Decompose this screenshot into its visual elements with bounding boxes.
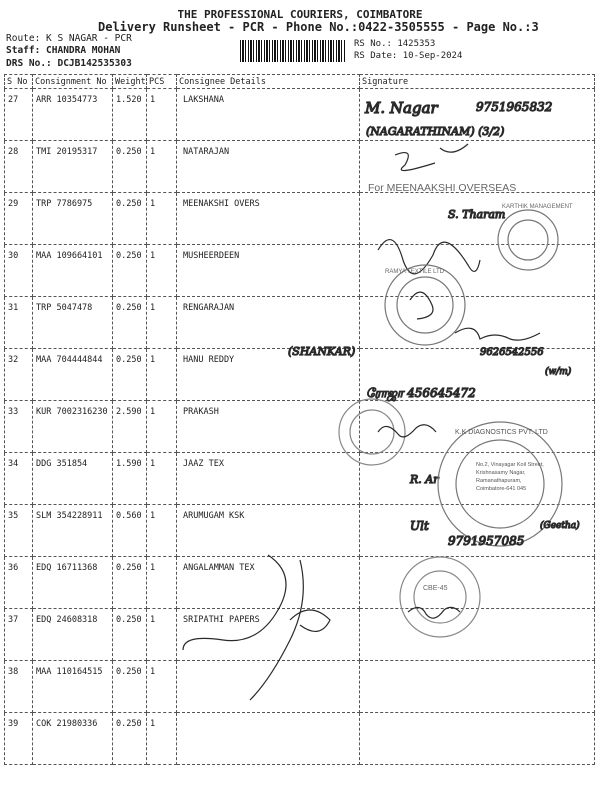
rs-date: RS Date: 10-Sep-2024 (354, 51, 463, 61)
row-consignment: TRP 5047478 (33, 297, 113, 349)
row-pcs: 1 (147, 661, 177, 713)
row-consignee: ANGALAMMAN TEX (177, 557, 360, 609)
col-weight: Weight (113, 75, 147, 89)
stamp35-addr1: No.2, Vinayagar Koil Street, (476, 462, 544, 468)
stamp35-addr3: Ramanathapuram, (476, 478, 522, 484)
row-sno: 35 (5, 505, 33, 557)
row-consignment: COK 21980336 (33, 713, 113, 765)
row-weight: 0.250 (113, 245, 147, 297)
row-pcs: 1 (147, 245, 177, 297)
row-consignment: EDQ 24608318 (33, 609, 113, 661)
row-consignment: TRP 7786975 (33, 193, 113, 245)
row-pcs: 1 (147, 401, 177, 453)
sig36-name: Ult (410, 519, 429, 533)
row-pcs: 1 (147, 297, 177, 349)
row-signature (360, 349, 595, 401)
row-signature (360, 141, 595, 193)
row-consignment: MAA 109664101 (33, 245, 113, 297)
row-consignee (177, 661, 360, 713)
row-weight: 0.250 (113, 661, 147, 713)
company-title: THE PROFESSIONAL COURIERS, COIMBATORE (177, 8, 423, 21)
row-consignee: RENGARAJAN (177, 297, 360, 349)
barcode (240, 40, 346, 62)
table-row (5, 89, 595, 141)
runsheet-table (4, 74, 595, 765)
col-sno: S No (5, 75, 33, 89)
row-sno: 36 (5, 557, 33, 609)
table-row (5, 141, 595, 193)
row-consignee: HANU REDDY (177, 349, 360, 401)
stamp38-text: CBE-45 (423, 585, 448, 592)
row-weight: 0.250 (113, 349, 147, 401)
row-consignment: MAA 110164515 (33, 661, 113, 713)
row-pcs: 1 (147, 557, 177, 609)
row-sno: 31 (5, 297, 33, 349)
sig35-name: R. Ar (410, 473, 439, 486)
row-pcs: 1 (147, 141, 177, 193)
row-consignee (177, 713, 360, 765)
sig27-name: M. Nagar (365, 99, 438, 117)
row-pcs: 1 (147, 505, 177, 557)
sig30-name: S. Tharam (448, 208, 506, 221)
table-row (5, 609, 595, 661)
route-label: Route: K S NAGAR - PCR (6, 33, 132, 44)
row-consignment: TMI 20195317 (33, 141, 113, 193)
sig36-note: (Geetha) (540, 521, 580, 531)
row-consignment: SLM 354228911 (33, 505, 113, 557)
drs-number: DRS No.: DCJB142535303 (6, 58, 132, 69)
row-weight: 0.250 (113, 557, 147, 609)
table-row (5, 557, 595, 609)
row-signature (360, 557, 595, 609)
row-weight: 0.250 (113, 609, 147, 661)
sig29-stamp: For MEENAAKSHI OVERSEAS (368, 182, 517, 194)
row-consignment: DDG 351854 (33, 453, 113, 505)
row-signature (360, 661, 595, 713)
row-consignee: LAKSHANA (177, 89, 360, 141)
table-row (5, 349, 595, 401)
row-weight: 0.250 (113, 713, 147, 765)
row-consignee: ARUMUGAM KSK (177, 505, 360, 557)
table-row (5, 713, 595, 765)
row-consignment: MAA 704444844 (33, 349, 113, 401)
table-row (5, 505, 595, 557)
row-consignee: MEENAKSHI OVERS (177, 193, 360, 245)
sig32-note: (SHANKAR) (288, 345, 356, 358)
row-sno: 27 (5, 89, 33, 141)
row-sno: 32 (5, 349, 33, 401)
stamp35-addr4: Coimbatore-641 045 (476, 486, 527, 492)
col-consignee: Consignee Details (177, 75, 360, 89)
table-row (5, 245, 595, 297)
row-pcs: 1 (147, 89, 177, 141)
row-sno: 37 (5, 609, 33, 661)
row-pcs: 1 (147, 609, 177, 661)
row-sno: 29 (5, 193, 33, 245)
row-consignee: JAAZ TEX (177, 453, 360, 505)
row-weight: 0.250 (113, 297, 147, 349)
row-signature (360, 453, 595, 505)
row-weight: 0.250 (113, 141, 147, 193)
table-row (5, 401, 595, 453)
row-pcs: 1 (147, 193, 177, 245)
stamp35-title: K.K DIAGNOSTICS PVT. LTD (455, 429, 548, 436)
table-row (5, 661, 595, 713)
stamp35-addr2: Krishnasamy Nagar, (476, 470, 526, 476)
row-consignee: PRAKASH (177, 401, 360, 453)
row-sno: 28 (5, 141, 33, 193)
row-sno: 33 (5, 401, 33, 453)
sig27-phone: 9751965832 (476, 100, 553, 114)
row-sno: 38 (5, 661, 33, 713)
row-consignee: NATARAJAN (177, 141, 360, 193)
row-sno: 39 (5, 713, 33, 765)
row-consignment: KUR 7002316230 (33, 401, 113, 453)
col-pcs: PCS (147, 75, 177, 89)
row-weight: 0.560 (113, 505, 147, 557)
row-signature (360, 609, 595, 661)
sig36-phone: 9791957085 (448, 534, 525, 548)
staff-label: Staff: CHANDRA MOHAN (6, 45, 121, 56)
row-consignee: MUSHEERDEEN (177, 245, 360, 297)
runsheet-subtitle: Delivery Runsheet - PCR - Phone No.:0422-3505555 - Page No.:3 (98, 20, 539, 34)
sig33-text: ரோஜா 456645472 (366, 386, 476, 400)
sig32-tag: (w/m) (545, 367, 572, 377)
row-signature (360, 89, 595, 141)
col-signature: Signature (360, 75, 595, 89)
sig32-phone: 9626542556 (480, 347, 544, 358)
row-signature (360, 401, 595, 453)
row-consignment: EDQ 16711368 (33, 557, 113, 609)
row-weight: 1.590 (113, 453, 147, 505)
row-pcs: 1 (147, 349, 177, 401)
row-signature (360, 297, 595, 349)
row-consignment: ARR 10354773 (33, 89, 113, 141)
row-weight: 1.520 (113, 89, 147, 141)
table-row (5, 453, 595, 505)
row-signature (360, 245, 595, 297)
row-signature (360, 713, 595, 765)
row-signature (360, 193, 595, 245)
row-sno: 34 (5, 453, 33, 505)
row-weight: 0.250 (113, 193, 147, 245)
row-sno: 30 (5, 245, 33, 297)
row-weight: 2.590 (113, 401, 147, 453)
row-consignee: SRIPATHI PAPERS (177, 609, 360, 661)
row-pcs: 1 (147, 453, 177, 505)
row-signature (360, 505, 595, 557)
row-pcs: 1 (147, 713, 177, 765)
stamp31-text: RAMYA TEXTILE LTD (385, 269, 445, 275)
table-row (5, 297, 595, 349)
rs-number: RS No.: 1425353 (354, 39, 436, 49)
stamp30-text: KARTHIK MANAGEMENT (502, 204, 573, 210)
table-header-row (5, 75, 595, 89)
sig27-note: (NAGARATHINAM) (3/2) (366, 125, 505, 138)
col-consignment: Consignment No (33, 75, 113, 89)
table-row (5, 193, 595, 245)
